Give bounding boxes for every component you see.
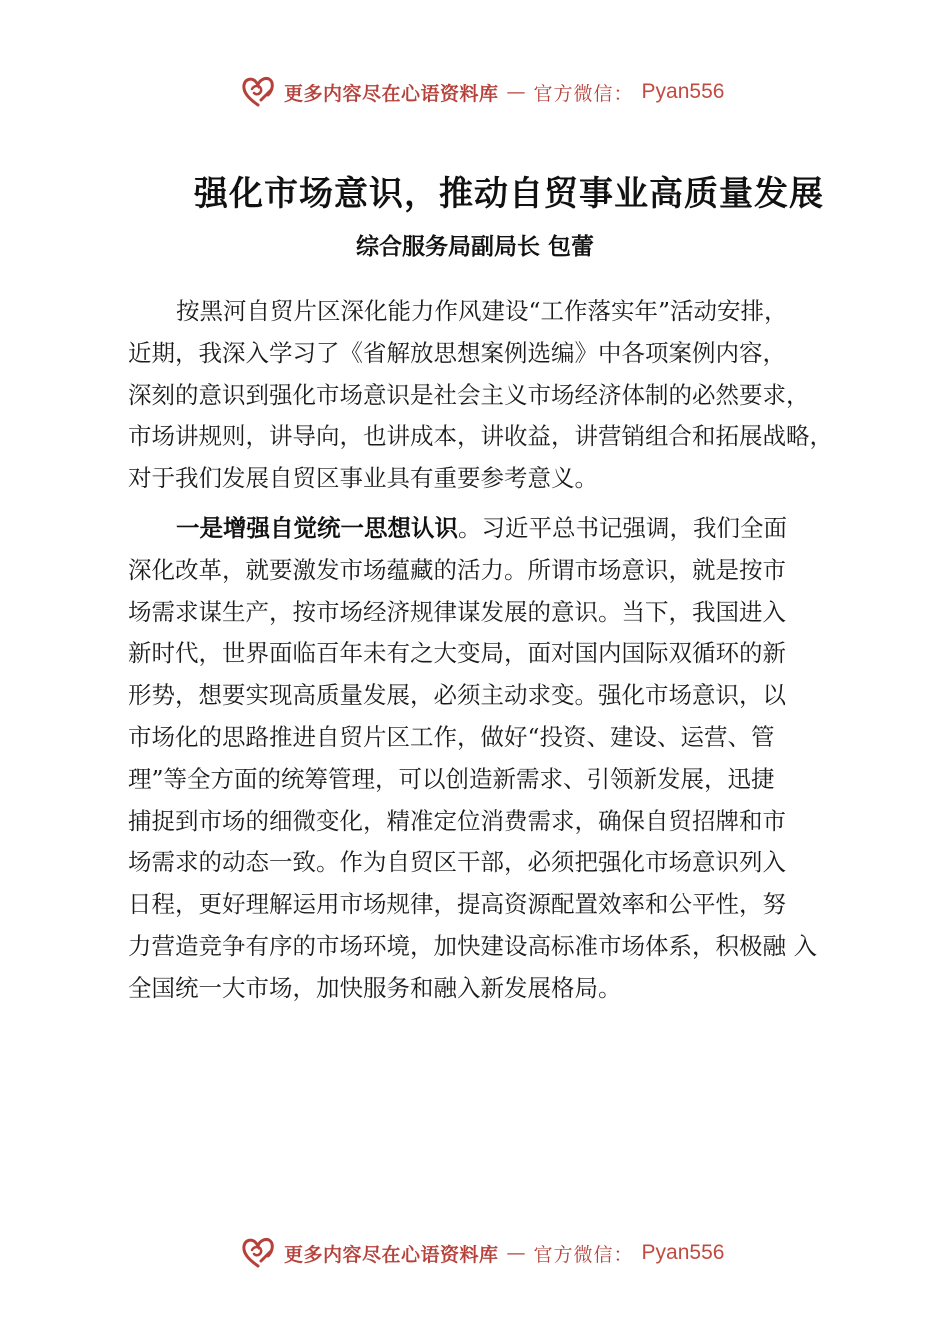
watermark-label: 官方微信： xyxy=(533,1243,634,1266)
watermark-text: 更多内容尽在心语资料库 xyxy=(284,82,499,105)
heart-swirl-logo-icon xyxy=(240,1235,276,1271)
paragraph-line: 新时代，世界面临百年未有之大变局，面对国内国际双循环的新 xyxy=(128,639,786,668)
paragraph-line: 对于我们发展自贸区事业具有重要参考意义。 xyxy=(128,464,598,493)
paragraph-line: 深刻的意识到强化市场意识是社会主义市场经济体制的必然要求， xyxy=(128,380,810,409)
paragraph-first-line xyxy=(128,508,868,550)
paragraph-lead-heading: 一是增强自觉统一思想认识 xyxy=(176,514,458,542)
watermark-wechat-id: Pyan556 xyxy=(641,80,725,103)
paragraph-line: 捕捉到市场的细微变化，精准定位消费需求，确保自贸招牌和市 xyxy=(128,806,786,835)
paragraph-line: 市场化的思路推进自贸片区工作，做好“投资、建设、运营、管 xyxy=(128,722,775,751)
paragraph-line: 全国统一大市场，加快服务和融入新发展格局。 xyxy=(128,973,622,1002)
paragraph-line: 市场讲规则，讲导向，也讲成本，讲收益，讲营销组合和拓展战略， xyxy=(128,422,833,451)
document-author: 综合服务局副局长 包蕾 xyxy=(355,234,594,260)
paragraph-line: 形势，想要实现高质量发展，必须主动求变。强化市场意识，以 xyxy=(128,681,786,710)
watermark-banner-bottom xyxy=(240,1233,724,1273)
heart-swirl-logo-icon xyxy=(240,74,276,110)
watermark-separator: — xyxy=(506,81,526,103)
paragraph-line: 理”等全方面的统筹管理，可以创造新需求、引领新发展，迅捷 xyxy=(128,764,775,793)
paragraph-line: 力营造竞争有序的市场环境，加快建设高标准市场体系，积极融 入 xyxy=(128,931,817,960)
watermark-wechat-id: Pyan556 xyxy=(641,1241,725,1264)
watermark-text: 更多内容尽在心语资料库 xyxy=(284,1243,499,1266)
paragraph-line: 按黑河自贸片区深化能力作风建设“工作落实年”活动安排， xyxy=(176,297,788,325)
watermark-separator: — xyxy=(506,1242,526,1264)
paragraph-line: 日程，更好理解运用市场规律，提高资源配置效率和公平性，努 xyxy=(128,890,786,919)
paragraph-line: 深化改革，就要激发市场蕴藏的活力。所谓市场意识，就是按市 xyxy=(128,555,786,584)
document-title: 强化市场意识，推动自贸事业高质量发展 xyxy=(194,174,824,214)
paragraph-2 xyxy=(128,508,868,1010)
paragraph-line: 场需求谋生产，按市场经济规律谋发展的意识。当下，我国进入 xyxy=(128,597,786,626)
paragraph-1 xyxy=(128,291,868,500)
paragraph-line-text: 。习近平总书记强调，我们全面 xyxy=(458,514,787,542)
paragraph-line: 场需求的动态一致。作为自贸区干部，必须把强化市场意识列入 xyxy=(128,848,786,877)
paragraph-line: 近期，我深入学习了《省解放思想案例选编》中各项案例内容， xyxy=(128,338,786,367)
watermark-banner-top xyxy=(240,72,724,112)
watermark-label: 官方微信： xyxy=(533,82,634,105)
